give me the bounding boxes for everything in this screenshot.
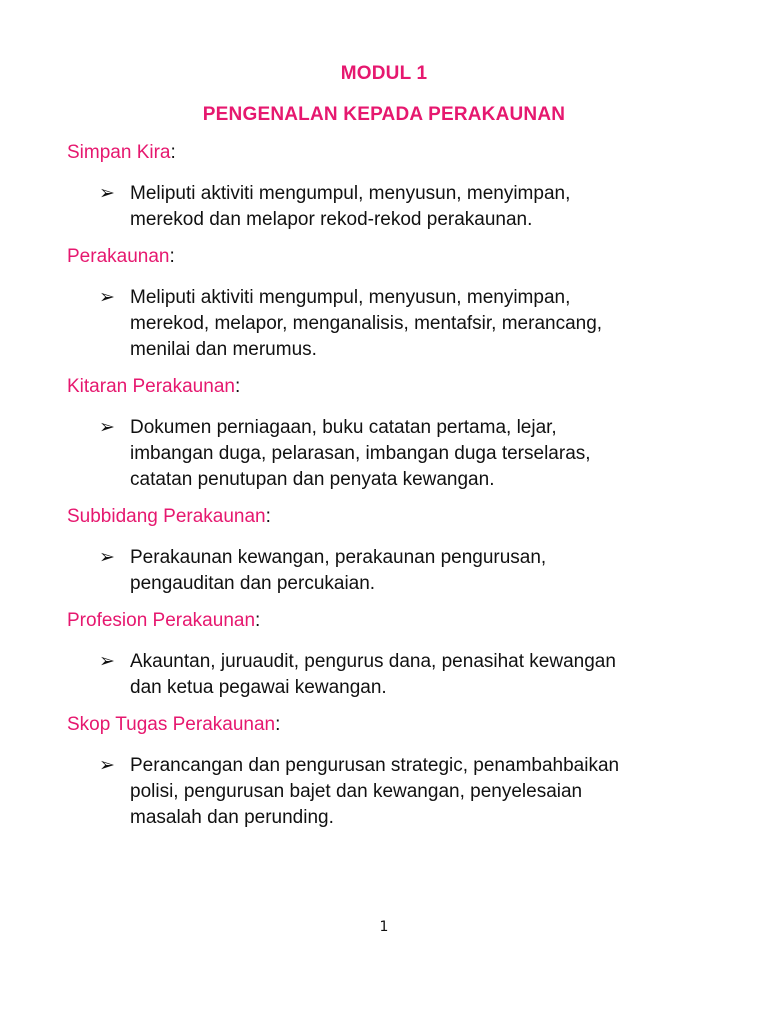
section-heading-label: Skop Tugas Perakaunan: [67, 714, 276, 735]
bullet-text: [130, 181, 730, 233]
bullet-text-line: Akauntan, juruaudit, pengurus dana, penasihat kewangan: [130, 651, 616, 672]
arrow-bullet-icon: ➢: [99, 651, 115, 672]
arrow-bullet-icon: ➢: [99, 755, 115, 776]
bullet-text: [130, 545, 730, 597]
bullet-text-line: Perancangan dan pengurusan strategic, penambahbaikan: [130, 755, 620, 776]
section-heading: [67, 713, 280, 737]
bullet-text-line: catatan penutupan dan penyata kewangan.: [130, 469, 495, 490]
section-heading: [67, 245, 175, 269]
section-heading-label: Simpan Kira: [67, 142, 171, 163]
bullet-text-line: Dokumen perniagaan, buku catatan pertama, lejar,: [130, 417, 557, 438]
page-number: 1: [379, 919, 389, 935]
section-heading: [67, 141, 176, 165]
module-subtitle: PENGENALAN KEPADA PERAKAUNAN: [202, 104, 566, 125]
arrow-bullet-icon: ➢: [99, 547, 115, 568]
section-heading-label: Profesion Perakaunan: [67, 610, 256, 631]
bullet-text-line: polisi, pengurusan bajet dan kewangan, penyelesaian: [130, 781, 583, 802]
bullet-text-line: menilai dan merumus.: [130, 339, 317, 360]
bullet-text-line: Meliputi aktiviti mengumpul, menyusun, menyimpan,: [130, 183, 571, 204]
bullet-text: [130, 285, 730, 363]
arrow-bullet-icon: ➢: [99, 417, 115, 438]
arrow-bullet-icon: ➢: [99, 287, 115, 308]
bullet-text-line: Perakaunan kewangan, perakaunan pengurusan,: [130, 547, 547, 568]
section-heading-label: Perakaunan: [67, 246, 170, 267]
bullet-text: [130, 649, 730, 701]
arrow-bullet-icon: ➢: [99, 183, 115, 204]
section-heading-colon: :: [234, 376, 241, 397]
section-heading-colon: :: [275, 714, 281, 735]
bullet-text-line: merekod dan melapor rekod-rekod perakaunan.: [130, 209, 533, 230]
bullet-text: [130, 753, 730, 831]
bullet-text-line: Meliputi aktiviti mengumpul, menyusun, menyimpan,: [130, 287, 571, 308]
section-heading: [67, 375, 240, 399]
bullet-text-line: masalah dan perunding.: [130, 807, 334, 828]
section-heading-colon: :: [170, 142, 176, 163]
section-heading-colon: :: [265, 506, 271, 527]
bullet-text-line: imbangan duga, pelarasan, imbangan duga terselaras,: [130, 443, 591, 464]
section-heading: [67, 609, 260, 633]
bullet-text-line: dan ketua pegawai kewangan.: [130, 677, 387, 698]
section-heading-colon: :: [255, 610, 261, 631]
section-heading: [67, 505, 271, 529]
bullet-text-line: pengauditan dan percukaian.: [130, 573, 376, 594]
section-heading-label: Kitaran Perakaunan: [67, 376, 235, 397]
section-heading-colon: :: [169, 246, 175, 267]
bullet-text: [130, 415, 730, 493]
section-heading-label: Subbidang Perakaunan: [67, 506, 266, 527]
module-title: MODUL 1: [340, 63, 428, 84]
bullet-text-line: merekod, melapor, menganalisis, mentafsir, merancang,: [130, 313, 603, 334]
